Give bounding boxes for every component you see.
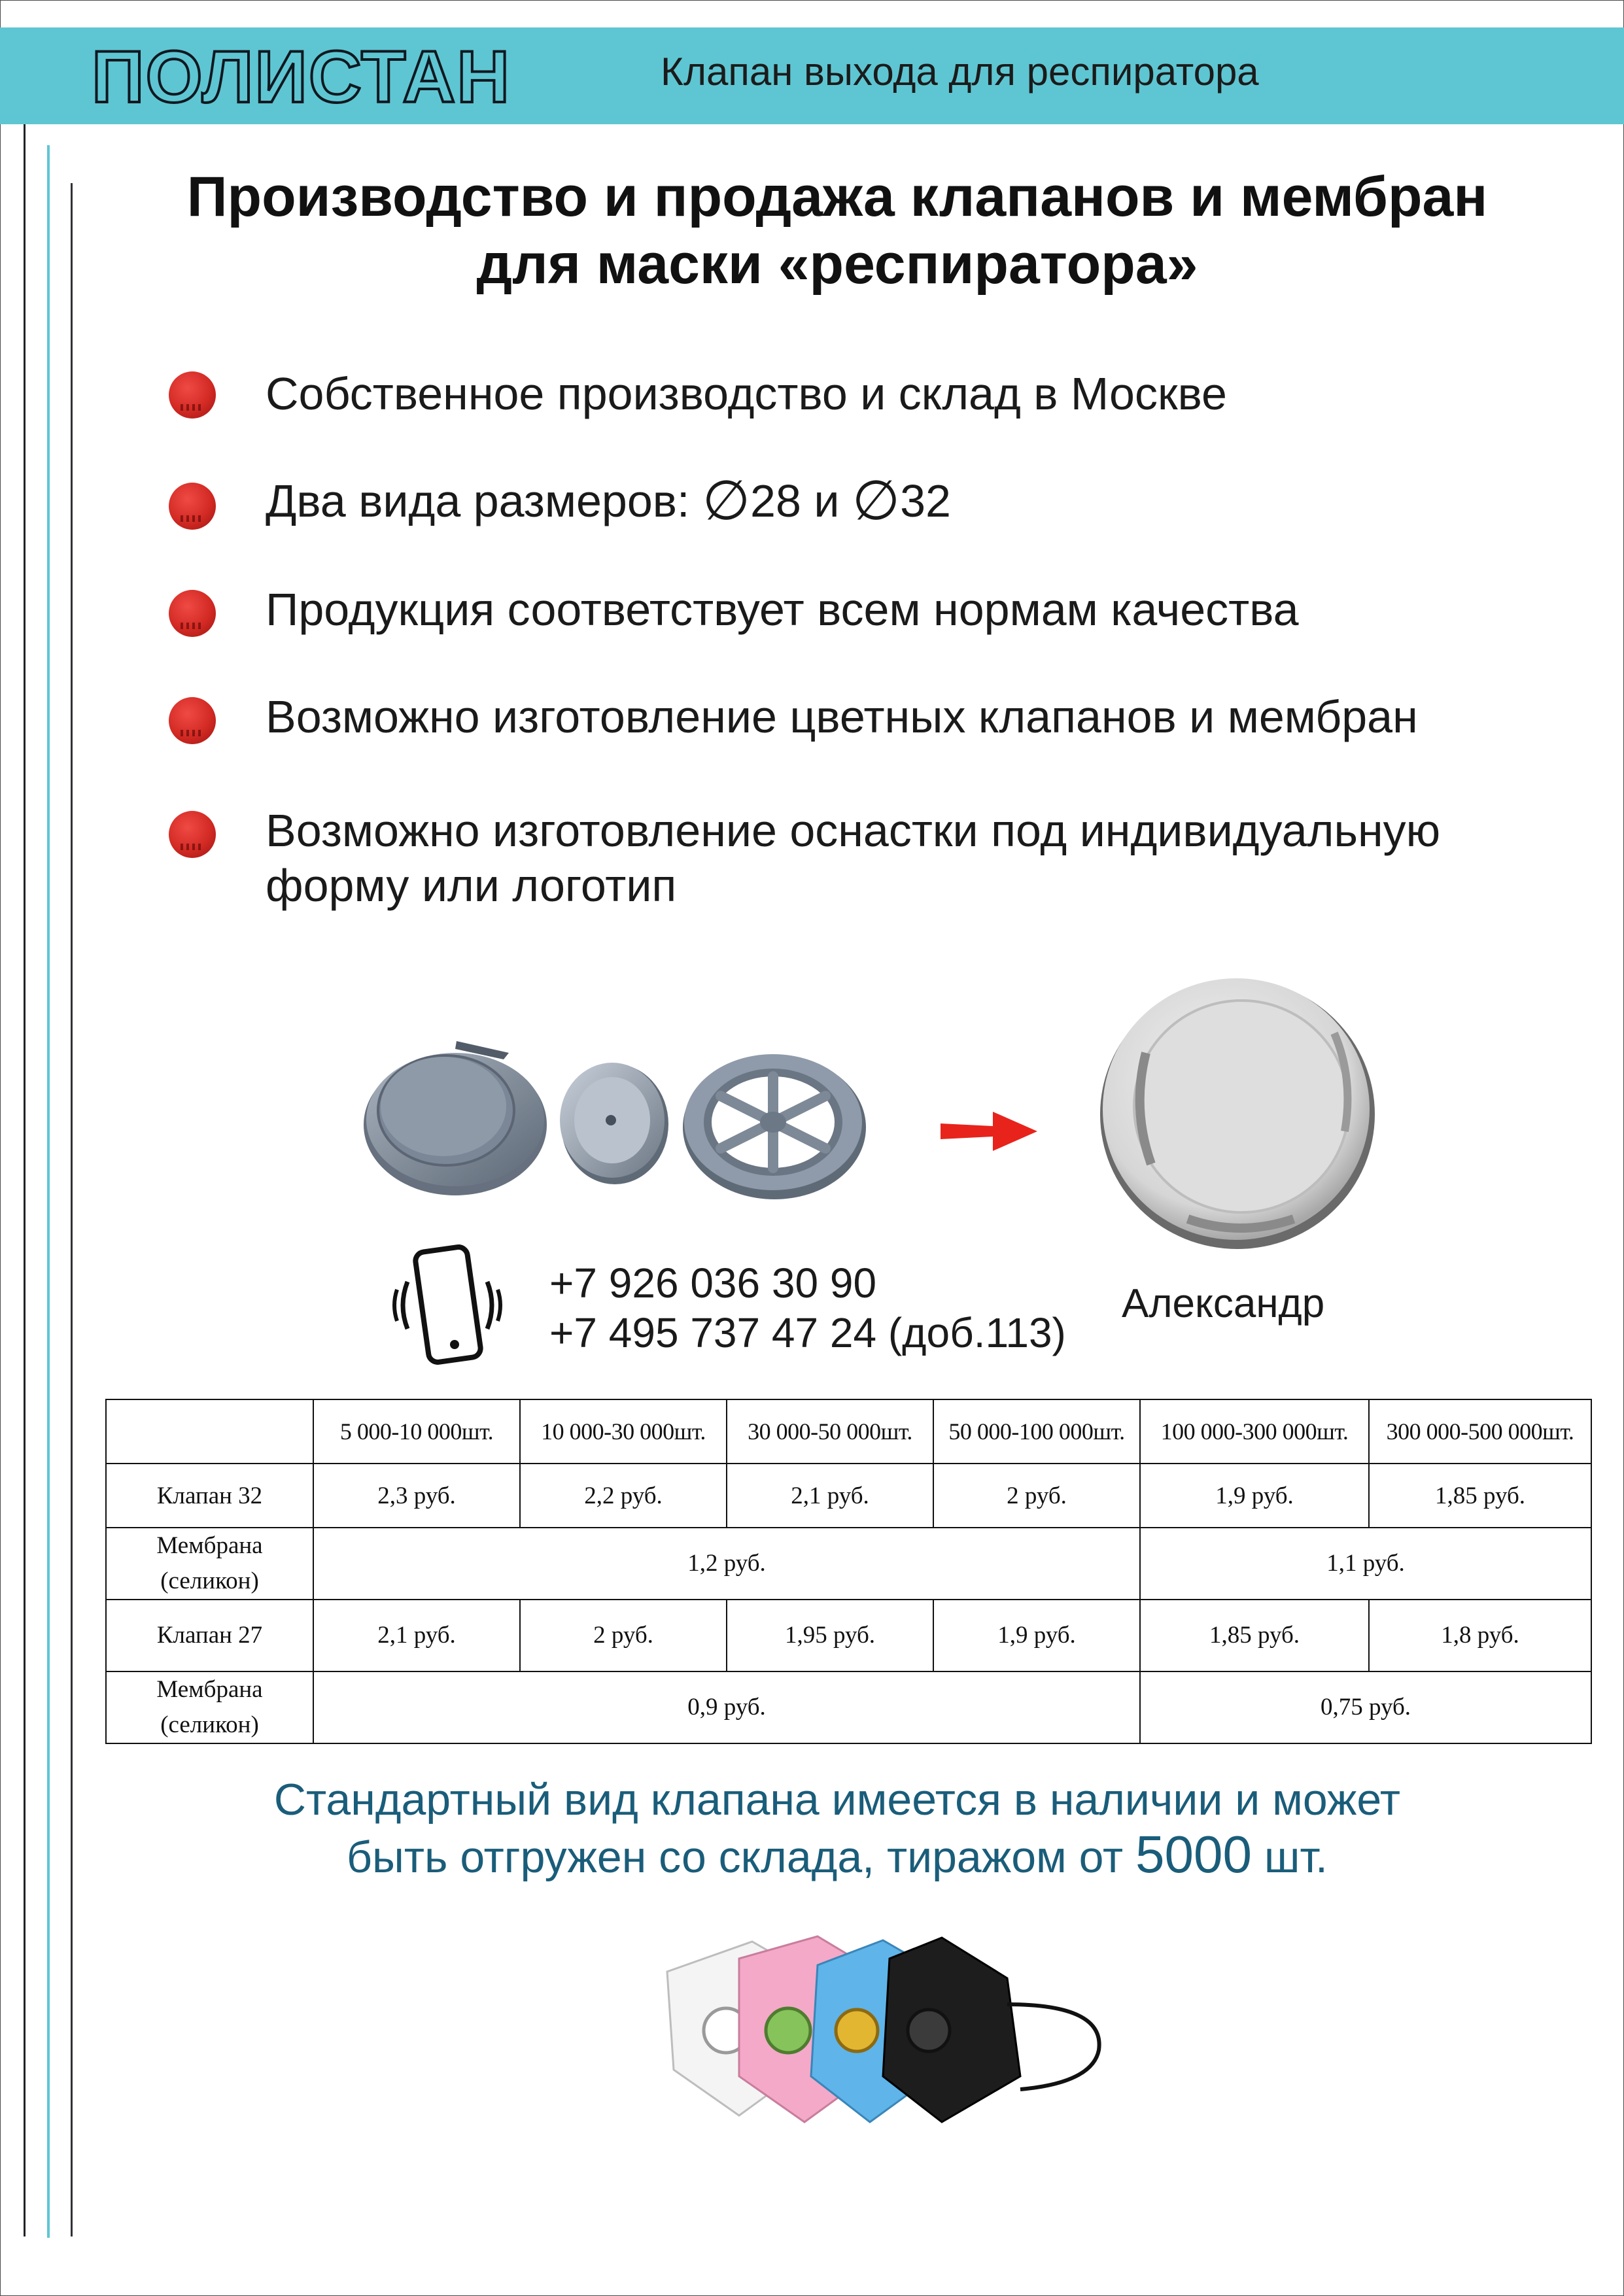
price-cell: 1,1 руб. xyxy=(1140,1528,1591,1600)
page-title xyxy=(105,163,1570,298)
price-table xyxy=(105,1399,1592,1744)
price-cell: 1,9 руб. xyxy=(933,1600,1140,1671)
price-cell: 1,9 руб. xyxy=(1140,1464,1369,1528)
bullet-icon xyxy=(169,590,216,637)
title-line-2: для маски «респиратора» xyxy=(476,233,1198,296)
size-32: 32 xyxy=(900,475,951,526)
table-corner-cell xyxy=(106,1399,313,1464)
feature-text xyxy=(266,803,1440,913)
table-header-row xyxy=(106,1399,1591,1464)
price-cell: 1,2 руб. xyxy=(313,1528,1140,1600)
table-row xyxy=(106,1671,1591,1743)
respirator-masks-image xyxy=(654,1932,1112,2129)
row-label: Клапан 32 xyxy=(106,1464,313,1528)
notice-line-1: Стандартный вид клапана имеется в наличии и может xyxy=(273,1775,1401,1825)
price-cell: 1,95 руб. xyxy=(727,1600,933,1671)
diameter-symbol: ∅ xyxy=(702,470,751,531)
notice-line-2-suffix: шт. xyxy=(1252,1832,1328,1882)
valve-base-image xyxy=(358,1033,555,1203)
column-header: 50 000-100 000шт. xyxy=(933,1399,1140,1464)
price-cell: 2,2 руб. xyxy=(520,1464,727,1528)
price-cell: 1,85 руб. xyxy=(1140,1600,1369,1671)
bullet-icon xyxy=(169,811,216,858)
membrane-image xyxy=(555,1056,672,1187)
row-label-line-1: Мембрана xyxy=(156,1676,263,1703)
decor-line-cyan xyxy=(47,145,50,2238)
sizes-prefix: Два вида размеров: xyxy=(266,475,702,526)
title-line-1: Производство и продажа клапанов и мембран xyxy=(186,165,1488,228)
notice-line-2-prefix: быть отгружен со склада, тиражом от xyxy=(347,1832,1136,1882)
phone-numbers xyxy=(549,1258,1066,1358)
mask-black xyxy=(883,1938,1099,2122)
bullet-icon xyxy=(169,697,216,744)
notice-line-2 xyxy=(105,1827,1570,1885)
price-cell: 2 руб. xyxy=(520,1600,727,1671)
column-header: 100 000-300 000шт. xyxy=(1140,1399,1369,1464)
diameter-symbol: ∅ xyxy=(852,470,901,531)
decor-line-dark-2 xyxy=(71,183,73,2236)
row-label xyxy=(106,1528,313,1600)
phone-number-2[interactable]: +7 495 737 47 24 (доб.113) xyxy=(549,1309,1066,1356)
phone-number-1[interactable]: +7 926 036 30 90 xyxy=(549,1259,877,1307)
price-cell: 2,3 руб. xyxy=(313,1464,520,1528)
row-label-line-2: (селикон) xyxy=(160,1711,259,1738)
table-row xyxy=(106,1528,1591,1600)
feature-text-line-1: Возможно изготовление оснастки под индивидуальную xyxy=(266,805,1441,856)
bullet-icon xyxy=(169,371,216,419)
row-label: Клапан 27 xyxy=(106,1600,313,1671)
bullet-icon xyxy=(169,483,216,530)
table-row xyxy=(106,1600,1591,1671)
header-subtitle: Клапан выхода для респиратора xyxy=(661,50,1259,94)
column-header: 300 000-500 000шт. xyxy=(1369,1399,1591,1464)
column-header: 10 000-30 000шт. xyxy=(520,1399,727,1464)
price-cell: 2,1 руб. xyxy=(313,1600,520,1671)
size-28: 28 xyxy=(750,475,801,526)
price-cell: 2,1 руб. xyxy=(727,1464,933,1528)
price-cell: 1,8 руб. xyxy=(1369,1600,1591,1671)
stock-notice xyxy=(105,1772,1570,1885)
row-label xyxy=(106,1671,313,1743)
minimum-quantity: 5000 xyxy=(1135,1825,1252,1883)
assembled-valve-image xyxy=(1086,955,1393,1262)
feature-text: Продукция соответствует всем нормам качества xyxy=(266,584,1299,635)
price-cell: 2 руб. xyxy=(933,1464,1140,1528)
brand-logo: ПОЛИСТАН xyxy=(92,36,511,118)
feature-text-line-2: форму или логотип xyxy=(266,860,677,911)
row-label-line-1: Мембрана xyxy=(156,1532,263,1559)
valve-frame-image xyxy=(678,1040,874,1210)
column-header: 30 000-50 000шт. xyxy=(727,1399,933,1464)
table-row xyxy=(106,1464,1591,1528)
price-cell: 0,75 руб. xyxy=(1140,1671,1591,1743)
sizes-and: и xyxy=(801,475,852,526)
feature-text xyxy=(266,470,951,531)
price-cell: 1,85 руб. xyxy=(1369,1464,1591,1528)
contact-name: Александр xyxy=(1122,1281,1325,1326)
arrow-right-icon xyxy=(941,1112,1039,1151)
row-label-line-2: (селикон) xyxy=(160,1568,259,1594)
decor-line-dark xyxy=(24,124,26,2236)
price-cell: 0,9 руб. xyxy=(313,1671,1140,1743)
feature-text: Возможно изготовление цветных клапанов и мембран xyxy=(266,691,1418,742)
column-header: 5 000-10 000шт. xyxy=(313,1399,520,1464)
phone-icon xyxy=(389,1242,507,1367)
feature-text: Собственное производство и склад в Москве xyxy=(266,368,1227,419)
